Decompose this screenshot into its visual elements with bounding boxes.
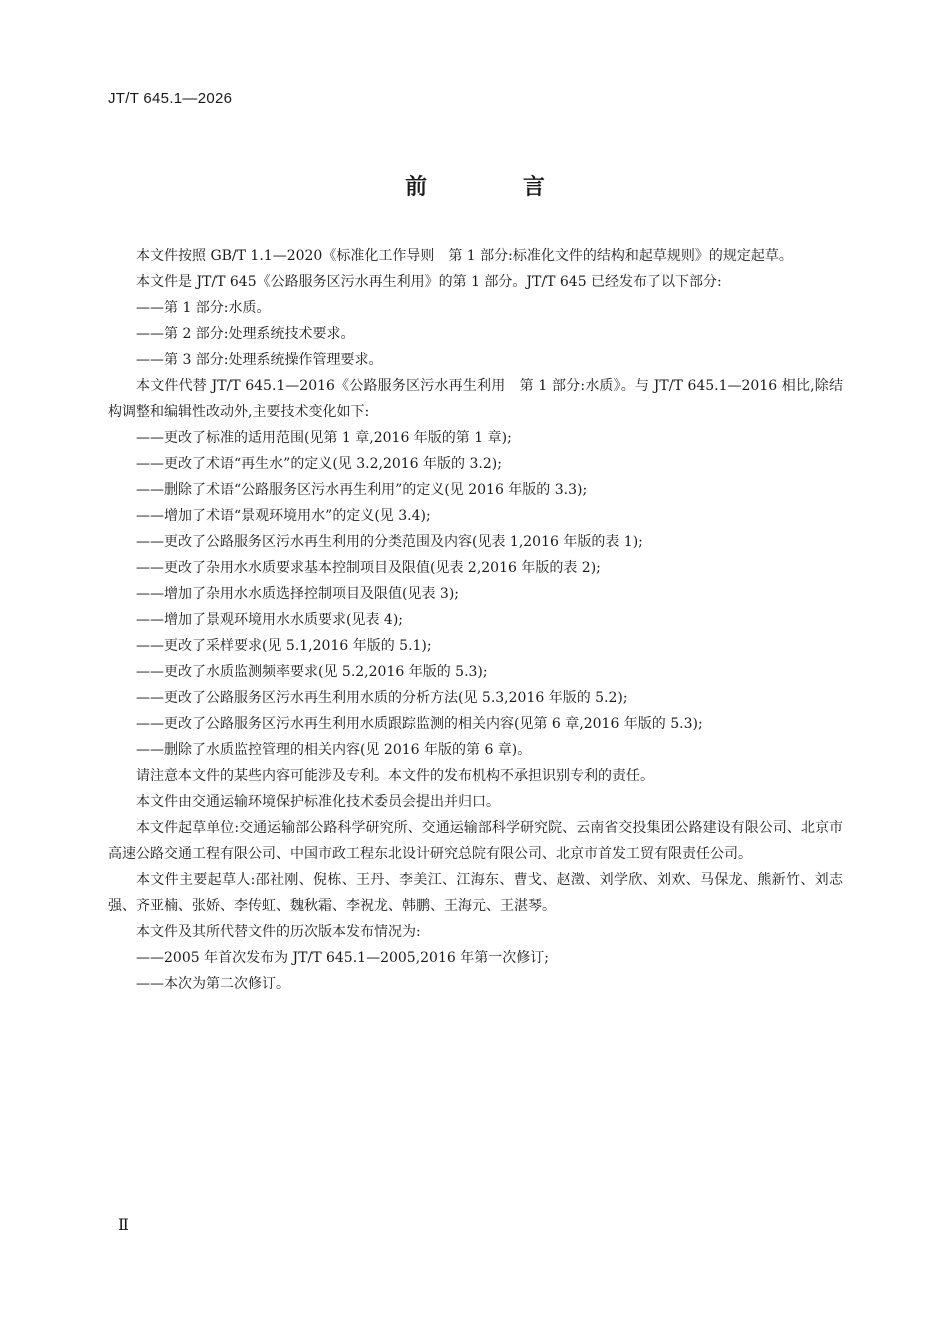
document-code: JT/T 645.1—2026	[108, 90, 233, 107]
list-item: ——更改了公路服务区污水再生利用的分类范围及内容(见表 1,2016 年版的表 1);	[136, 534, 643, 550]
list-item: ——删除了术语“公路服务区污水再生利用”的定义(见 2016 年版的 3.3);	[136, 482, 588, 498]
drafting-rules-paragraph: 本文件按照 GB/T 1.1—2020《标准化工作导则 第 1 部分:标准化文件的结构和起草规则》的规定起草。	[136, 248, 793, 264]
list-item: ——增加了景观环境用水水质要求(见表 4);	[136, 612, 403, 628]
list-item: ——更改了水质监测频率要求(见 5.2,2016 年版的 5.3);	[136, 664, 488, 680]
list-item: ——更改了采样要求(见 5.1,2016 年版的 5.1);	[136, 638, 432, 654]
list-item: ——第 3 部分:处理系统操作管理要求。	[136, 352, 383, 368]
list-item: ——第 1 部分:水质。	[136, 300, 271, 316]
proposer-paragraph: 本文件由交通运输环境保护标准化技术委员会提出并归口。	[136, 794, 500, 810]
list-item: ——更改了公路服务区污水再生利用水质跟踪监测的相关内容(见第 6 章,2016 年版的 5.3);	[136, 716, 703, 732]
list-item: ——更改了术语“再生水”的定义(见 3.2,2016 年版的 3.2);	[136, 456, 502, 472]
list-item: ——本次为第二次修订。	[136, 976, 290, 992]
list-item: ——增加了杂用水水质选择控制项目及限值(见表 3);	[136, 586, 459, 602]
document-body	[108, 243, 843, 997]
page-number: Ⅱ	[118, 1215, 129, 1234]
page-title: 前 言	[405, 175, 589, 200]
list-item: ——更改了标准的适用范围(见第 1 章,2016 年版的第 1 章);	[136, 430, 512, 446]
list-item: ——2005 年首次发布为 JT/T 645.1—2005,2016 年第一次修订;	[136, 950, 549, 966]
parts-intro-paragraph: 本文件是 JT/T 645《公路服务区污水再生利用》的第 1 部分。JT/T 645 已经发布了以下部分:	[136, 274, 722, 290]
list-item: ——更改了公路服务区污水再生利用水质的分析方法(见 5.3,2016 年版的 5.2);	[136, 690, 628, 706]
list-item: ——增加了术语“景观环境用水”的定义(见 3.4);	[136, 508, 431, 524]
replacement-paragraph: 本文件代替 JT/T 645.1—2016《公路服务区污水再生利用 第 1 部分:水质》。与 JT/T 645.1—2016 相比,除结构调整和编辑性改动外,主要技术变化如下:	[108, 378, 843, 420]
patent-notice-paragraph: 请注意本文件的某些内容可能涉及专利。本文件的发布机构不承担识别专利的责任。	[136, 768, 654, 784]
drafting-units-paragraph: 本文件起草单位:交通运输部公路科学研究所、交通运输部科学研究院、云南省交投集团公路建设有限公司、北京市高速公路交通工程有限公司、中国市政工程东北设计研究总院有限公司、北京市首发工贸有限责任公司。	[108, 820, 843, 862]
list-item: ——第 2 部分:处理系统技术要求。	[136, 326, 355, 342]
drafters-paragraph: 本文件主要起草人:邵社刚、倪栋、王丹、李美江、江海东、曹戈、赵澂、刘学欣、刘欢、马保龙、熊新竹、刘志强、齐亚楠、张娇、李传虹、魏秋霜、李祝龙、韩鹏、王海元、王湛琴。	[108, 872, 843, 914]
list-item: ——更改了杂用水水质要求基本控制项目及限值(见表 2,2016 年版的表 2);	[136, 560, 601, 576]
list-item: ——删除了水质监控管理的相关内容(见 2016 年版的第 6 章)。	[136, 742, 532, 758]
history-intro-paragraph: 本文件及其所代替文件的历次版本发布情况为:	[136, 924, 421, 940]
